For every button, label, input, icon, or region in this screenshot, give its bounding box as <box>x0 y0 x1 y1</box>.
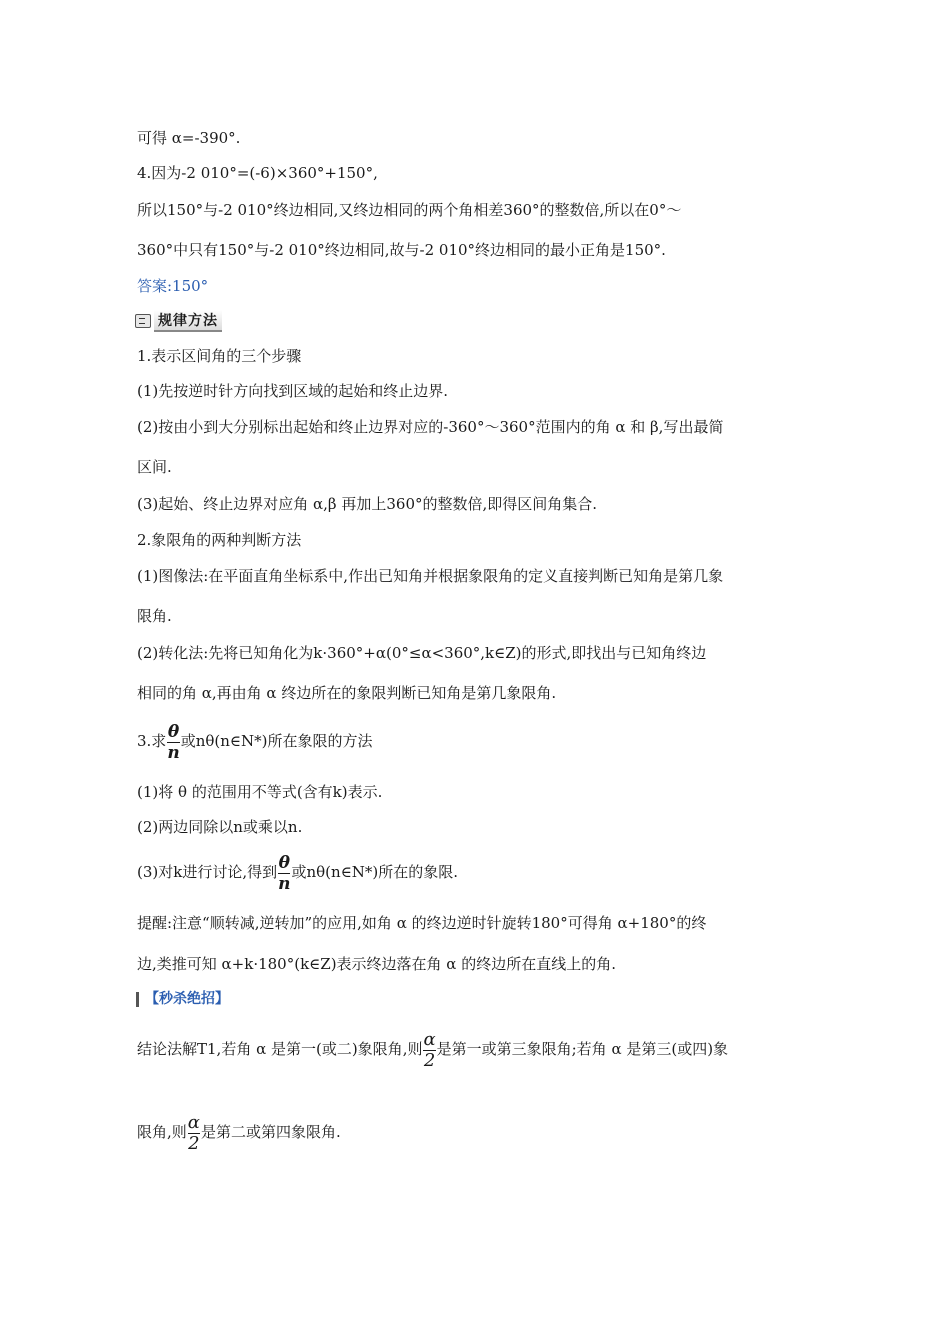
fraction <box>278 854 290 893</box>
fraction-numerator: α <box>423 1028 436 1050</box>
section-badge <box>135 312 222 330</box>
answer-line: 答案:150° <box>137 277 209 295</box>
heading <box>137 720 372 762</box>
text-line <box>137 1109 341 1155</box>
heading: 2.象限角的两种判断方法 <box>137 531 302 549</box>
text-line: (2)按由小到大分别标出起始和终止边界对应的-360°～360°范围内的角 α 和 β,写出最简 <box>137 418 724 436</box>
text-line: (2)转化法:先将已知角化为k·360°+α(0°≤α<360°,k∈Z)的形式,即找出与已知角终边 <box>137 644 707 662</box>
text-line: 边,类推可知 α+k·180°(k∈Z)表示终边落在角 α 的终边所在直线上的角. <box>137 955 616 973</box>
method-icon <box>135 314 151 328</box>
text-segment: 限角,则 <box>137 1123 187 1141</box>
text-line: 提醒:注意“顺转减,逆转加”的应用,如角 α 的终边逆时针旋转180°可得角 α+180°的终 <box>137 914 707 932</box>
fraction-numerator: α <box>187 1111 200 1133</box>
fraction <box>187 1111 200 1154</box>
title-marker <box>136 992 139 1007</box>
trick-section-title <box>136 989 229 1009</box>
text-line: 相同的角 α,再由角 α 终边所在的象限判断已知角是第几象限角. <box>137 684 557 702</box>
fraction-numerator: θ <box>278 852 290 873</box>
fraction-denominator: 2 <box>188 1132 200 1154</box>
text-segment: 结论法解T1,若角 α 是第一(或二)象限角,则 <box>137 1040 423 1058</box>
text-segment: 是第一或第三象限角;若角 α 是第三(或四)象 <box>436 1040 729 1058</box>
text-segment: 或nθ(n∈N*)所在的象限. <box>291 863 459 881</box>
text-line: 4.因为-2 010°=(-6)×360°+150°, <box>137 164 378 182</box>
fraction-numerator: θ <box>167 721 180 742</box>
text-line: (1)将 θ 的范围用不等式(含有k)表示. <box>137 783 383 801</box>
text-line: 可得 α=-390°. <box>137 129 241 147</box>
text-segment: 是第二或第四象限角. <box>200 1123 341 1141</box>
fraction-denominator: n <box>278 873 291 894</box>
text-line: 360°中只有150°与-2 010°终边相同,故与-2 010°终边相同的最小正角是150°. <box>137 241 666 259</box>
text-line <box>137 851 458 893</box>
text-line <box>137 1026 728 1072</box>
text-line: (2)两边同除以n或乘以n. <box>137 818 303 836</box>
text-line: 区间. <box>137 458 172 476</box>
text-line: 所以150°与-2 010°终边相同,又终边相同的两个角相差360°的整数倍,所以在0°～ <box>137 201 682 219</box>
text-segment: (3)对k进行讨论,得到 <box>137 863 278 881</box>
text-line: 限角. <box>137 607 172 625</box>
text-line: (1)先按逆时针方向找到区域的起始和终止边界. <box>137 382 449 400</box>
text-line: (3)起始、终止边界对应角 α,β 再加上360°的整数倍,即得区间角集合. <box>137 495 598 513</box>
heading-text: 或nθ(n∈N*)所在象限的方法 <box>180 732 373 750</box>
fraction-denominator: n <box>167 742 180 763</box>
section-badge-label: 规律方法 <box>154 310 222 332</box>
text-line: (1)图像法:在平面直角坐标系中,作出已知角并根据象限角的定义直接判断已知角是第几象 <box>137 567 724 585</box>
trick-title: 【秒杀绝招】 <box>145 991 229 1007</box>
fraction <box>167 723 179 762</box>
heading: 1.表示区间角的三个步骤 <box>137 347 302 365</box>
fraction <box>423 1028 436 1071</box>
fraction-denominator: 2 <box>423 1049 436 1071</box>
heading-text: 3.求 <box>137 732 167 750</box>
